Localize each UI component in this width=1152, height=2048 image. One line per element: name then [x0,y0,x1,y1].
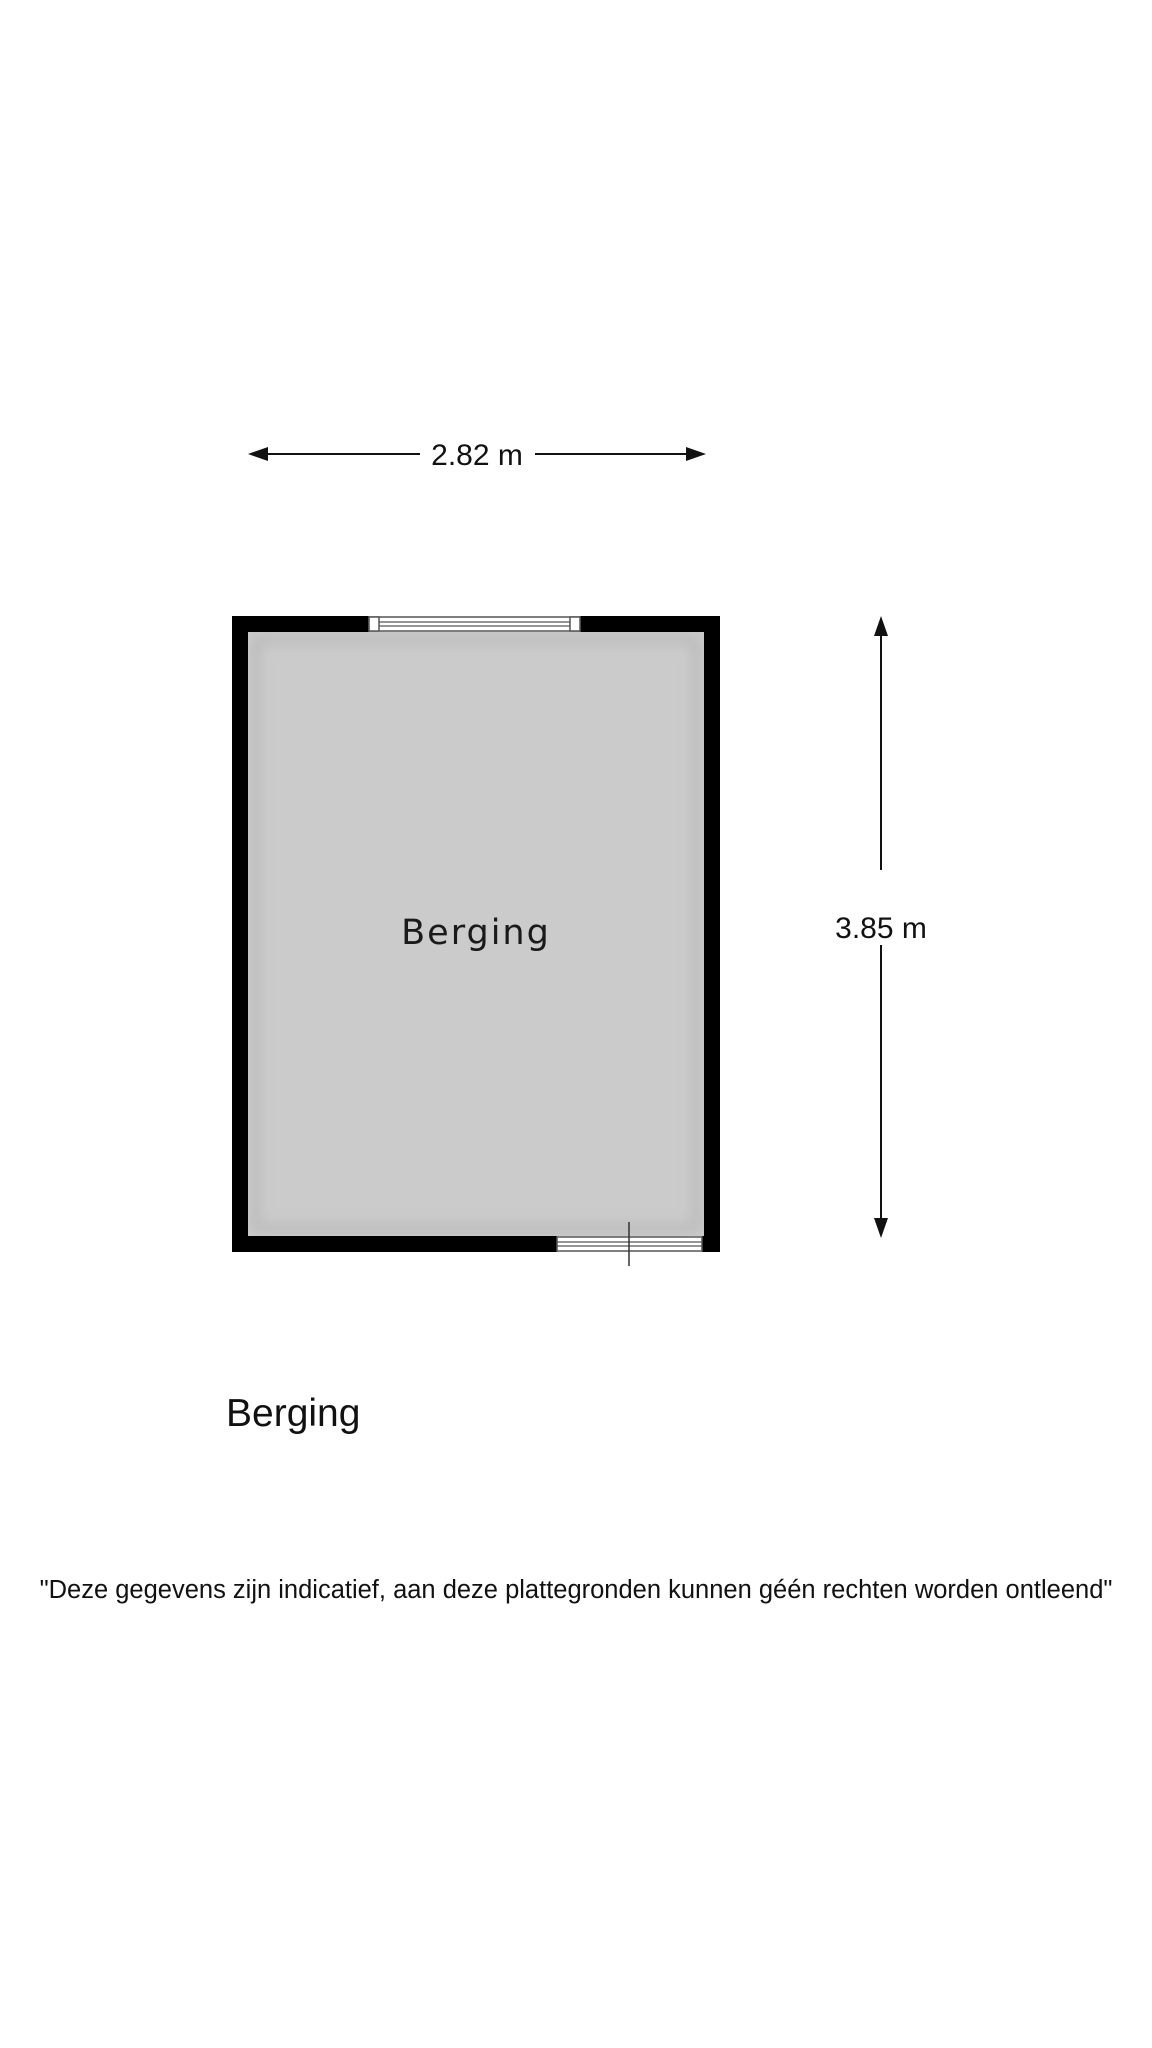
width-dimension-label: 2.82 m [431,439,523,472]
wall-left [232,616,248,1252]
arrow-down-icon [874,1218,888,1238]
wall-top-right [580,616,720,632]
window [369,617,580,631]
disclaimer-text: "Deze gegevens zijn indicatief, aan deze plattegronden kunnen géén rechten worden ontleend" [39,1576,1113,1604]
room-label: Berging [401,913,551,953]
depth-dimension [835,616,927,1238]
depth-dimension-label: 3.85 m [835,912,927,945]
room-berging [232,616,720,1266]
floor-title: Berging [226,1392,361,1435]
arrow-right-icon [686,447,706,461]
width-dimension [248,439,706,472]
wall-bottom-right [702,1236,720,1252]
arrow-up-icon [874,616,888,636]
arrow-left-icon [248,447,268,461]
wall-bottom-left [232,1236,557,1252]
wall-right [704,616,720,1252]
wall-top-left [232,616,369,632]
